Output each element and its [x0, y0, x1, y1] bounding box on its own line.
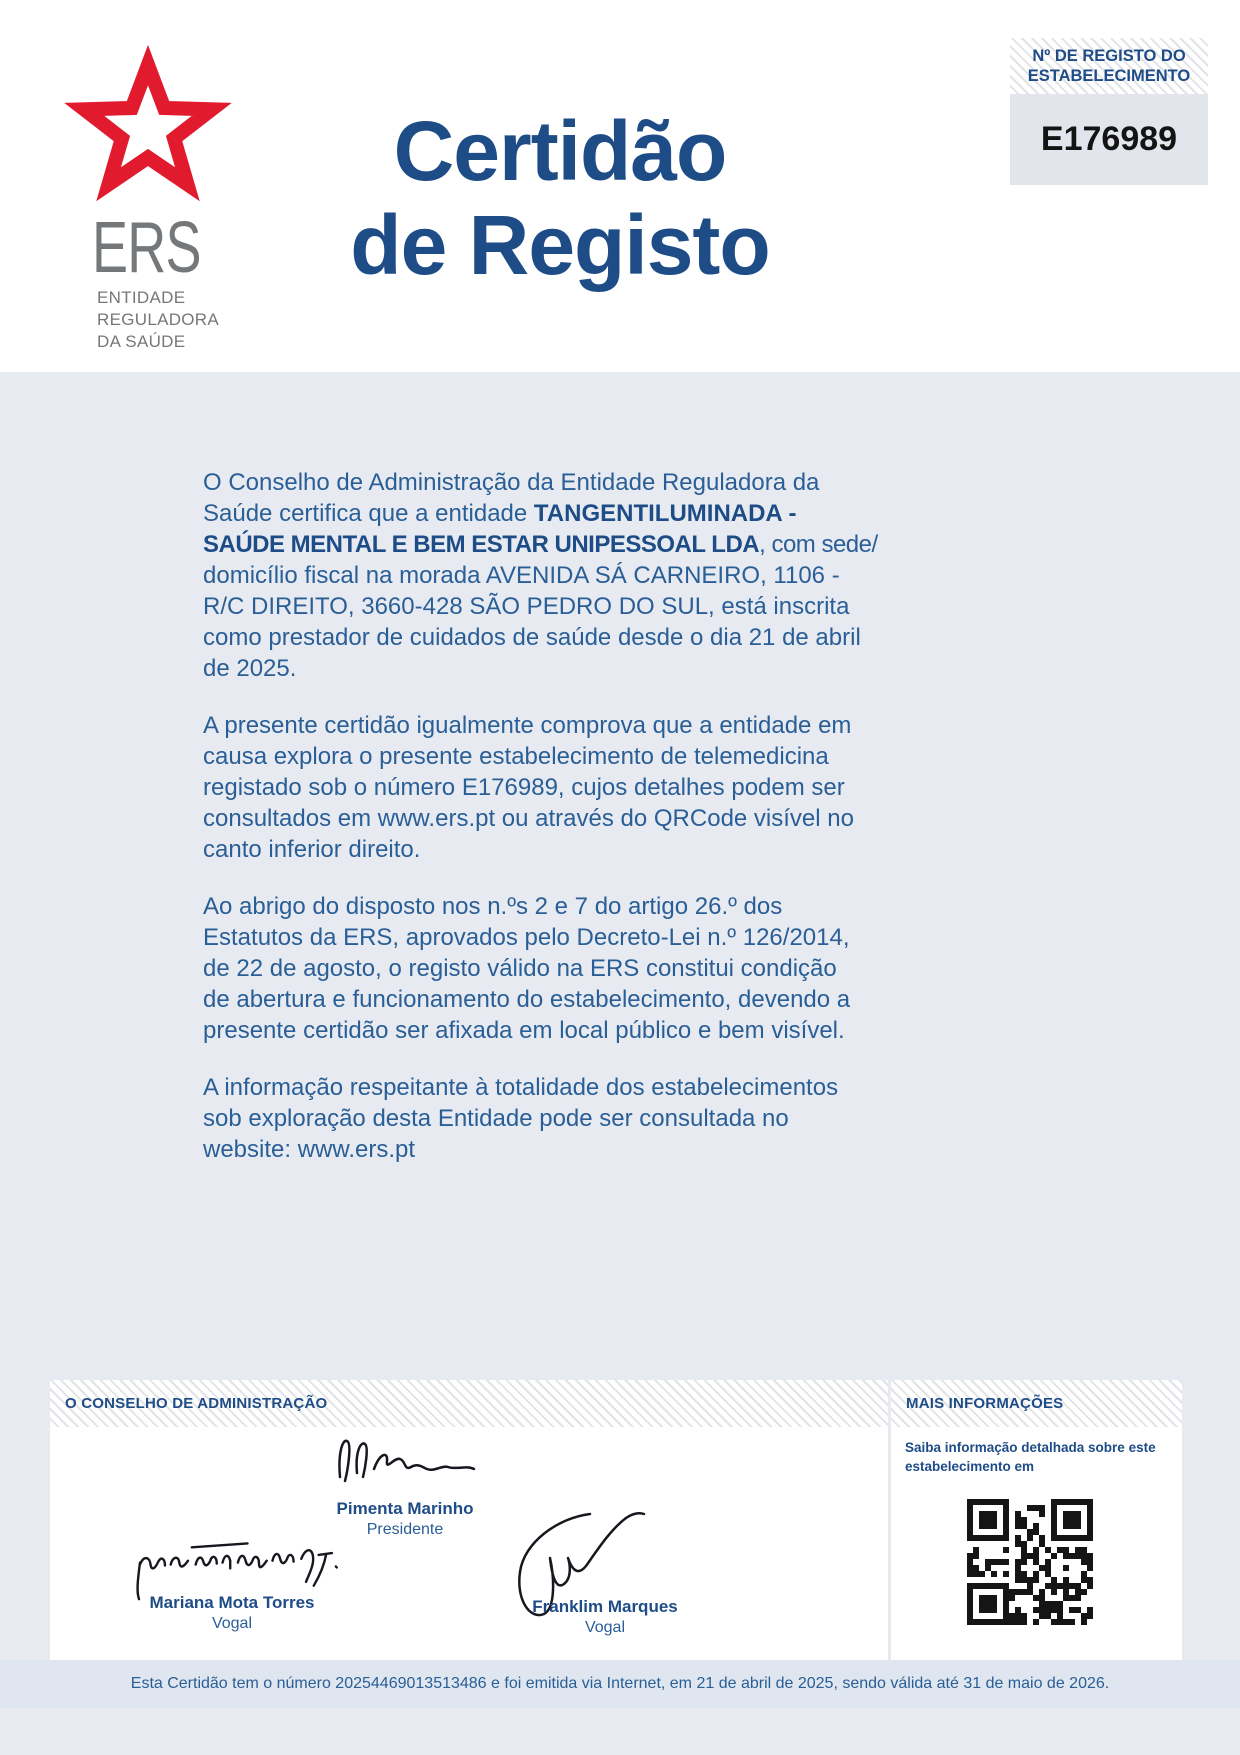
body-line: website: www.ers.pt [203, 1136, 416, 1163]
info-panel [891, 1380, 1182, 1660]
footer-note-strip [0, 1660, 1240, 1708]
body-line: A informação respeitante à totalidade dos estabelecimentos [203, 1074, 839, 1101]
info-header: MAIS INFORMAÇÕES [891, 1380, 1182, 1427]
body-paragraph [203, 1072, 886, 1165]
body-line: domicílio fiscal na morada AVENIDA SÁ CARNEIRO, 1106 - [203, 562, 840, 589]
title-line-1: Certidão [393, 104, 727, 198]
body-line: sob exploração desta Entidade pode ser consultada no [203, 1105, 789, 1132]
org-name-line: ENTIDADE [97, 288, 186, 307]
council-header: O CONSELHO DE ADMINISTRAÇÃO [50, 1380, 888, 1427]
body-line: de abertura e funcionamento do estabelecimento, devendo a [203, 986, 851, 1013]
body-line: presente certidão ser afixada em local público e bem visível. [203, 1017, 845, 1044]
footer-note: Esta Certidão tem o número 20254469013513486 e foi emitida via Internet, em 21 de abril de 2025, sendo válida até 31 de maio de 2026. [130, 1675, 1110, 1692]
certificate-body [203, 467, 886, 1191]
signature-pimenta-marinho [330, 1424, 480, 1496]
org-name-line: REGULADORA [97, 310, 220, 329]
establishment-registration-number: E176989 [1010, 94, 1208, 185]
ers-star-icon [82, 50, 214, 200]
signer-name: Franklim Marques [532, 1597, 678, 1616]
body-line: como prestador de cuidados de saúde desde o dia 21 de abril [203, 624, 861, 651]
ers-acronym: ERS [92, 208, 201, 288]
ers-org-name [97, 287, 219, 353]
body-line: consultados em www.ers.pt ou através do QRCode visível no [203, 805, 854, 832]
body-line: causa explora o presente estabelecimento de telemedicina [203, 743, 829, 770]
signer-franklim-marques [495, 1596, 715, 1638]
body-paragraph [203, 891, 886, 1046]
body-line: O Conselho de Administração da Entidade Reguladora da [203, 469, 820, 496]
body-line: R/C DIREITO, 3660-428 SÃO PEDRO DO SUL, está inscrita [203, 593, 850, 620]
signer-role: Presidente [366, 1521, 444, 1538]
body-line: Saúde certifica que a entidade TANGENTILUMINADA - [203, 500, 797, 527]
qr-code [967, 1499, 1093, 1625]
signer-name: Mariana Mota Torres [149, 1593, 315, 1612]
body-paragraph [203, 710, 886, 865]
body-line: A presente certidão igualmente comprova que a entidade em [203, 712, 852, 739]
registration-number-badge [1010, 38, 1208, 185]
body-line: canto inferior direito. [203, 836, 421, 863]
body-paragraph [203, 467, 886, 684]
signer-role: Vogal [584, 1619, 626, 1636]
signer-role: Vogal [211, 1615, 253, 1632]
signer-name: Pimenta Marinho [336, 1499, 474, 1518]
certificate-title [270, 104, 850, 292]
info-caption: Saiba informação detalhada sobre este estabelecimento em [905, 1440, 1156, 1474]
signer-mariana-mota-torres [122, 1592, 342, 1634]
body-line: Estatutos da ERS, aprovados pelo Decreto-Lei n.º 126/2014, [203, 924, 850, 951]
body-line: de 2025. [203, 655, 297, 682]
title-line-2: de Registo [350, 198, 770, 292]
body-line: registado sob o número E176989, cujos detalhes podem ser [203, 774, 845, 801]
body-line: de 22 de agosto, o registo válido na ERS constitui condição [203, 955, 837, 982]
badge-label: Nº DE REGISTO DO ESTABELECIMENTO [1010, 38, 1208, 94]
body-line: Ao abrigo do disposto nos n.ºs 2 e 7 do artigo 26.º dos [203, 893, 783, 920]
body-line: SAÚDE MENTAL E BEM ESTAR UNIPESSOAL LDA, com sede/ [203, 531, 878, 558]
org-name-line: DA SAÚDE [97, 332, 186, 351]
